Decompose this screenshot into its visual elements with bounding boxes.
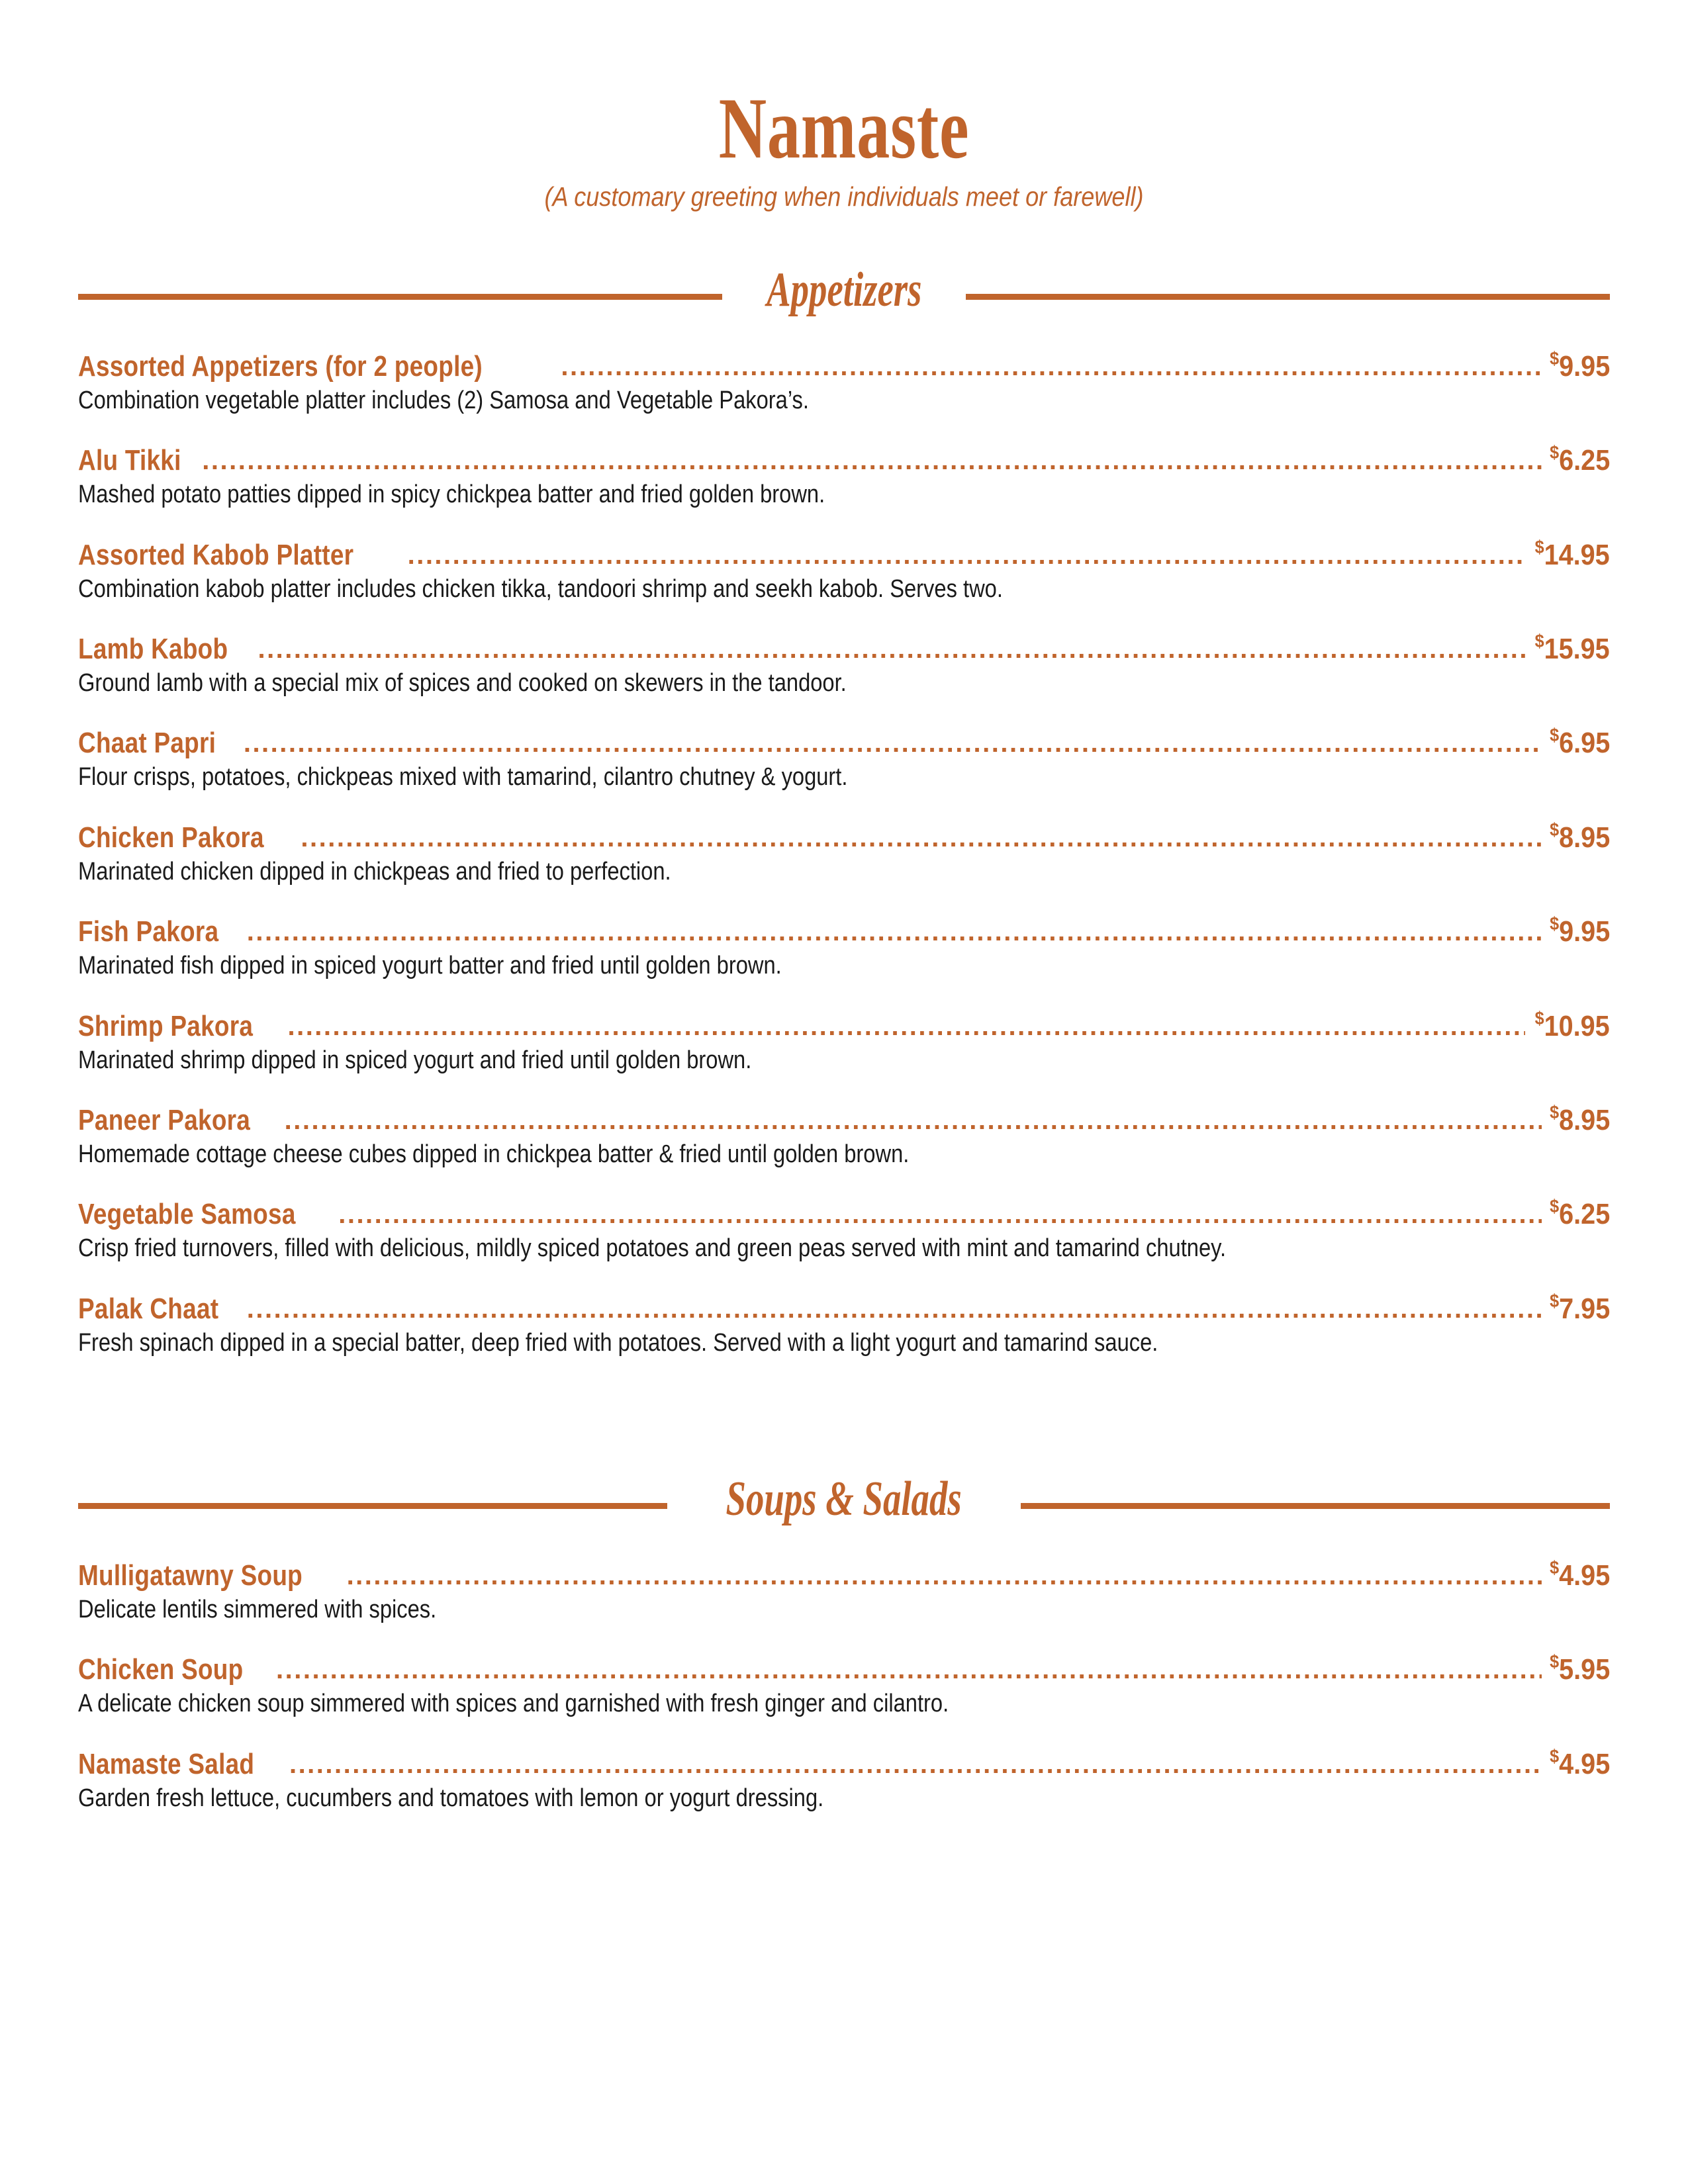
menu-item — [78, 1196, 1610, 1265]
menu-item-price — [1550, 1102, 1610, 1137]
menu-item-name: Mulligatawny Soup — [78, 1559, 303, 1592]
section-rule-right — [966, 294, 1610, 300]
menu-item-line — [78, 819, 1610, 854]
price-amount: 14.95 — [1544, 538, 1610, 571]
menu-item-price — [1550, 348, 1610, 383]
menu-item-line — [78, 1291, 1610, 1326]
menu-item-description: Marinated chicken dipped in chickpeas and fried to perfection. — [78, 857, 671, 886]
menu-item-description: Crisp fried turnovers, filled with delicious, mildly spiced potatoes and green peas served with mint and tamarind chutney. — [78, 1234, 1227, 1263]
menu-item-description: Ground lamb with a special mix of spices and cooked on skewers in the tandoor. — [78, 669, 847, 698]
menu-item-line — [78, 631, 1610, 666]
menu-item-name: Assorted Appetizers (for 2 people) — [78, 349, 483, 383]
menu-item-name: Alu Tikki — [78, 444, 181, 477]
menu-item — [78, 442, 1610, 511]
dot-leader — [285, 1110, 1542, 1130]
menu-item-line — [78, 537, 1610, 572]
price-amount: 15.95 — [1544, 633, 1610, 666]
menu-item-line — [78, 913, 1610, 948]
menu-item — [78, 1557, 1610, 1626]
menu-masthead — [78, 0, 1610, 212]
menu-item-description: A delicate chicken soup simmered with spices and garnished with fresh ginger and cilantro. — [78, 1690, 949, 1718]
menu-item — [78, 537, 1610, 606]
menu-item-line — [78, 442, 1610, 477]
currency-symbol: $ — [1549, 1557, 1559, 1578]
currency-symbol: $ — [1549, 1196, 1559, 1217]
menu-item-description: Marinated shrimp dipped in spiced yogurt and fried until golden brown. — [78, 1046, 752, 1074]
menu-item-name: Fish Pakora — [78, 915, 219, 948]
menu-item — [78, 1746, 1610, 1815]
price-amount: 8.95 — [1558, 821, 1610, 854]
menu-item-name: Chicken Soup — [78, 1653, 244, 1686]
currency-symbol: $ — [1549, 725, 1559, 746]
restaurant-tagline: (A customary greeting when individuals meet or farewell) — [544, 181, 1144, 212]
price-amount: 6.25 — [1558, 1198, 1610, 1231]
dot-leader — [287, 1016, 1525, 1036]
menu-item-name: Vegetable Samosa — [78, 1198, 296, 1231]
currency-symbol: $ — [1534, 536, 1544, 557]
menu-item-line — [78, 348, 1610, 383]
currency-symbol: $ — [1549, 1290, 1559, 1311]
menu-item-price — [1550, 1291, 1610, 1326]
menu-item-description: Combination vegetable platter includes (2) Samosa and Vegetable Pakora’s. — [78, 386, 809, 414]
currency-symbol: $ — [1549, 1651, 1559, 1672]
dot-leader — [247, 1298, 1542, 1318]
dot-leader — [347, 1565, 1542, 1585]
currency-symbol: $ — [1549, 1102, 1559, 1123]
menu-item-line — [78, 1102, 1610, 1137]
section-rule-left — [78, 294, 722, 300]
dot-leader — [301, 827, 1541, 847]
price-amount: 6.25 — [1558, 444, 1610, 477]
menu-item-name: Chicken Pakora — [78, 821, 264, 854]
section-title: Soups & Salads — [726, 1472, 962, 1527]
menu-item-line — [78, 1557, 1610, 1592]
currency-symbol: $ — [1549, 1745, 1559, 1766]
menu-item-list — [78, 1557, 1610, 1815]
dot-leader — [289, 1754, 1542, 1774]
price-amount: 9.95 — [1558, 349, 1610, 383]
menu-item-price — [1550, 1746, 1610, 1781]
section-rule-right — [1021, 1503, 1610, 1509]
menu-item — [78, 913, 1610, 982]
currency-symbol: $ — [1534, 631, 1544, 652]
menu-item-price — [1550, 1557, 1610, 1592]
dot-leader — [276, 1659, 1542, 1679]
menu-item-price — [1535, 1008, 1610, 1043]
currency-symbol: $ — [1549, 347, 1559, 369]
menu-item-price — [1550, 819, 1610, 854]
price-amount: 6.95 — [1558, 727, 1610, 760]
menu-item-name: Chaat Papri — [78, 727, 216, 760]
menu-item-name: Paneer Pakora — [78, 1104, 251, 1137]
menu-item-description: Mashed potato patties dipped in spicy chickpea batter and fried golden brown. — [78, 480, 825, 509]
menu-item-line — [78, 1746, 1610, 1781]
currency-symbol: $ — [1534, 1007, 1544, 1028]
menu-item-price — [1550, 442, 1610, 477]
menu-item-line — [78, 1008, 1610, 1043]
menu-item-description: Flour crisps, potatoes, chickpeas mixed with tamarind, cilantro chutney & yogurt. — [78, 763, 848, 792]
dot-leader — [408, 545, 1526, 565]
section-rule-left — [78, 1503, 667, 1509]
menu-item-name: Assorted Kabob Platter — [78, 538, 354, 571]
price-amount: 7.95 — [1558, 1292, 1610, 1325]
menu-item-price — [1535, 537, 1610, 572]
menu-item — [78, 819, 1610, 888]
section-header — [78, 263, 1610, 318]
price-amount: 10.95 — [1544, 1009, 1610, 1042]
menu-sections — [78, 263, 1610, 1815]
dot-leader — [202, 450, 1542, 470]
dot-leader — [247, 921, 1542, 941]
section-header — [78, 1472, 1610, 1527]
price-amount: 5.95 — [1558, 1653, 1610, 1686]
menu-item-name: Shrimp Pakora — [78, 1009, 254, 1042]
menu-item-price — [1550, 725, 1610, 760]
restaurant-title: Namaste — [718, 79, 970, 177]
menu-item — [78, 1291, 1610, 1359]
menu-item-name: Lamb Kabob — [78, 633, 228, 666]
price-amount: 4.95 — [1558, 1747, 1610, 1780]
dot-leader — [561, 356, 1541, 376]
menu-item-description: Marinated fish dipped in spiced yogurt batter and fried until golden brown. — [78, 952, 782, 980]
menu-item-description: Combination kabob platter includes chicken tikka, tandoori shrimp and seekh kabob. Serves two. — [78, 574, 1003, 603]
menu-item-name: Palak Chaat — [78, 1292, 219, 1325]
currency-symbol: $ — [1549, 442, 1559, 463]
menu-item — [78, 1651, 1610, 1720]
menu-item-line — [78, 725, 1610, 760]
menu-item-name: Namaste Salad — [78, 1747, 255, 1780]
menu-item-price — [1535, 631, 1610, 666]
menu-item-description: Delicate lentils simmered with spices. — [78, 1596, 437, 1624]
currency-symbol: $ — [1549, 913, 1559, 934]
menu-item-price — [1550, 1196, 1610, 1231]
menu-item-description: Fresh spinach dipped in a special batter, deep fried with potatoes. Served with a light yogurt and tamarind sauce. — [78, 1328, 1158, 1357]
menu-item — [78, 348, 1610, 417]
price-amount: 4.95 — [1558, 1559, 1610, 1592]
menu-item-price — [1550, 1651, 1610, 1686]
dot-leader — [258, 639, 1525, 659]
menu-item-line — [78, 1196, 1610, 1231]
menu-item-description: Garden fresh lettuce, cucumbers and tomatoes with lemon or yogurt dressing. — [78, 1784, 824, 1812]
menu-item — [78, 1102, 1610, 1171]
menu-section-soups-salads — [78, 1472, 1610, 1815]
dot-leader — [338, 1204, 1542, 1224]
menu-item-description: Homemade cottage cheese cubes dipped in chickpea batter & fried until golden brown. — [78, 1140, 910, 1169]
section-title: Appetizers — [766, 263, 922, 317]
menu-item-price — [1550, 913, 1610, 948]
dot-leader — [244, 733, 1542, 752]
menu-item — [78, 1008, 1610, 1077]
menu-item-list — [78, 348, 1610, 1359]
price-amount: 8.95 — [1558, 1104, 1610, 1137]
menu-section-appetizers — [78, 263, 1610, 1359]
menu-item — [78, 631, 1610, 700]
price-amount: 9.95 — [1558, 915, 1610, 948]
menu-item — [78, 725, 1610, 794]
currency-symbol: $ — [1549, 819, 1559, 840]
menu-item-line — [78, 1651, 1610, 1686]
